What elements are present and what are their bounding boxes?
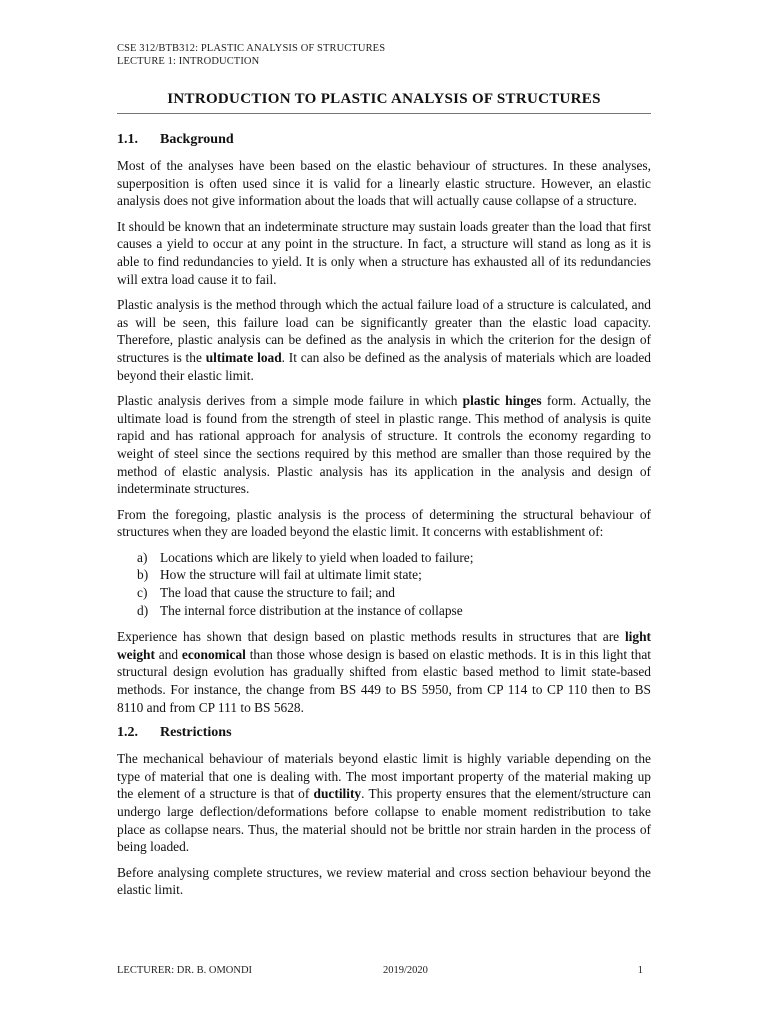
paragraph: Experience has shown that design based on plastic methods results in structures that are light weight and economical than those whose design is based on elastic methods. It is in this light that structural design evolution has gradually shifted from elastic based method to limit state-based methods. For instance, the change from BS 449 to BS 5950, from CP 114 to CP 110 then to BS 8110 and from CP 111 to BS 5628.: [117, 629, 651, 715]
paragraph: Before analysing complete structures, we review material and cross section behaviour beyond the elastic limit.: [117, 864, 651, 898]
list-item: a) Locations which are likely to yield when loaded to failure;: [137, 549, 474, 565]
bold-term: plastic hinges: [462, 393, 542, 409]
section-number: 1.2.: [117, 725, 138, 741]
paragraph: Plastic analysis is the method through which the actual failure load of a structure is calculated, and as will be seen, this failure load can be significantly greater than the elastic load capacity. Therefore, plastic analysis can be defined as the analysis in which the criterion for the design of structures is the ultimate load. It can also be defined as the analysis of materials which are loaded beyond their elastic limit.: [117, 297, 651, 383]
paragraph: The mechanical behaviour of materials beyond elastic limit is highly variable depending on the type of material that one is dealing with. The most important property of the material making up the element of a structure is that of ductility. This property ensures that the element/structure can undergo large deflection/deformations before collapse to enable moment redistribution to take place as collapse nears. Thus, the material should not be brittle nor strain harden in the process of being loaded.: [117, 751, 651, 855]
paragraph: Most of the analyses have been based on the elastic behaviour of structures. In these analyses, superposition is often used since it is valid for a linearly elastic structure. However, an elastic analysis does not give information about the loads that will actually cause collapse of a structure.: [117, 158, 651, 209]
section-title: Background: [160, 132, 234, 147]
bold-term: ductility: [313, 786, 362, 802]
course-code: CSE 312/BTB312: PLASTIC ANALYSIS OF STRUCTURES: [117, 43, 386, 54]
paragraph: From the foregoing, plastic analysis is the process of determining the structural behaviour of structures when they are loaded beyond the elastic limit. It concerns with establishment of:: [117, 506, 651, 540]
document-title-block: [117, 90, 651, 108]
section-heading-restrictions: [117, 724, 651, 742]
page-number: 1: [637, 965, 643, 976]
paragraph: It should be known that an indeterminate structure may sustain loads greater than the load that first causes a yield to occur at any point in the structure. In fact, a structure will stand as long as it is able to find redundancies to yield. It is only when a structure has exhausted all of its redundancies will extra load cause it to fail.: [117, 218, 651, 287]
concerns-list: [117, 549, 651, 619]
section-heading-background: [117, 131, 651, 149]
lecture-label: LECTURE 1: INTRODUCTION: [117, 56, 260, 67]
document-body: [117, 131, 651, 907]
section-number: 1.1.: [117, 132, 138, 147]
list-item: c) The load that cause the structure to fail; and: [137, 585, 395, 601]
title-underline: [117, 113, 651, 114]
list-item: b) How the structure will fail at ultimate limit state;: [137, 567, 422, 583]
bold-term: economical: [181, 646, 246, 662]
footer-lecturer: LECTURER: DR. B. OMONDI: [117, 965, 253, 976]
footer-year: 2019/2020: [383, 965, 428, 976]
page-header: [117, 42, 385, 68]
bold-term: light weight: [117, 629, 651, 662]
section-title: Restrictions: [160, 725, 232, 741]
paragraph: Plastic analysis derives from a simple mode failure in which plastic hinges form. Actually, the ultimate load is found from the strength of steel in plastic range. This method of analysis is quite rapid and has rational approach for analysis of structure. It controls the economy regarding to weight of steel since the sections required by this method are smaller than those required by the method of elastic analysis. Plastic analysis has its application in the analysis and design of indeterminate structures.: [117, 393, 651, 497]
list-item: d) The internal force distribution at the instance of collapse: [137, 602, 463, 618]
document-title: INTRODUCTION TO PLASTIC ANALYSIS OF STRUCTURES: [167, 91, 601, 107]
bold-term: ultimate load: [205, 349, 282, 365]
